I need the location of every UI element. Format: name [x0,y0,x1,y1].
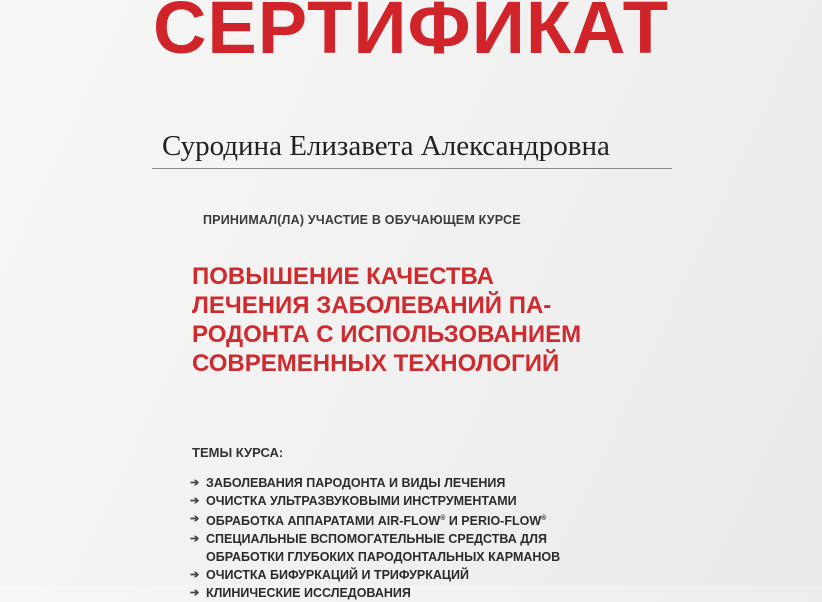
certificate-title: СЕРТИФИКАТ [152,0,670,69]
topics-list [190,474,560,602]
arrow-right-icon: ➔ [190,569,200,582]
registered-mark: ® [440,515,446,522]
topic-text: ОБРАБОТКИ ГЛУБОКИХ ПАРОДОНТАЛЬНЫХ КАРМАНОВ [206,550,561,565]
arrow-right-icon: ➔ [190,587,200,600]
arrow-right-icon: ➔ [190,495,200,507]
topic-item [190,566,560,584]
topic-text: ОЧИСТКА БИФУРКАЦИЙ И ТРИФУРКАЦИЙ [206,568,469,583]
topic-text: СПЕЦИАЛЬНЫЕ ВСПОМОГАТЕЛЬНЫЕ СРЕДСТВА ДЛЯ [206,532,547,547]
course-title-line: РОДОНТА С ИСПОЛЬЗОВАНИЕМ [192,321,582,348]
arrow-right-icon: ➔ [190,477,200,489]
topic-text: ЗАБОЛЕВАНИЯ ПАРОДОНТА И ВИДЫ ЛЕЧЕНИЯ [206,476,506,490]
course-title-line: СОВРЕМЕННЫХ ТЕХНОЛОГИЙ [192,350,560,377]
topic-text: ОБРАБОТКА АППАРАТАМИ AIR-FLOW [206,514,441,529]
course-title-line: ПОВЫШЕНИЕ КАЧЕСТВА [192,263,495,290]
topic-item [190,474,560,492]
arrow-right-icon: ➔ [190,533,200,546]
arrow-right-icon: ➔ [190,513,200,525]
registered-mark: ® [541,515,547,522]
topic-item [190,530,560,566]
participation-statement: ПРИНИМАЛ(ЛА) УЧАСТИЕ В ОБУЧАЮЩЕМ КУРСЕ [203,213,521,227]
name-underline [152,168,672,169]
recipient-name: Суродина Елизавета Александровна [162,130,610,162]
topics-heading: ТЕМЫ КУРСА: [192,445,284,460]
topic-item [190,510,560,530]
course-title-line: ЛЕЧЕНИЯ ЗАБОЛЕВАНИЙ ПА- [192,292,552,319]
topic-text: И PERIO-FLOW [445,514,542,529]
course-title [192,262,672,378]
topic-item [190,584,560,602]
topic-text: КЛИНИЧЕСКИЕ ИССЛЕДОВАНИЯ [206,586,411,601]
topic-item [190,492,560,510]
topic-text: ОЧИСТКА УЛЬТРАЗВУКОВЫМИ ИНСТРУМЕНТАМИ [206,494,517,508]
